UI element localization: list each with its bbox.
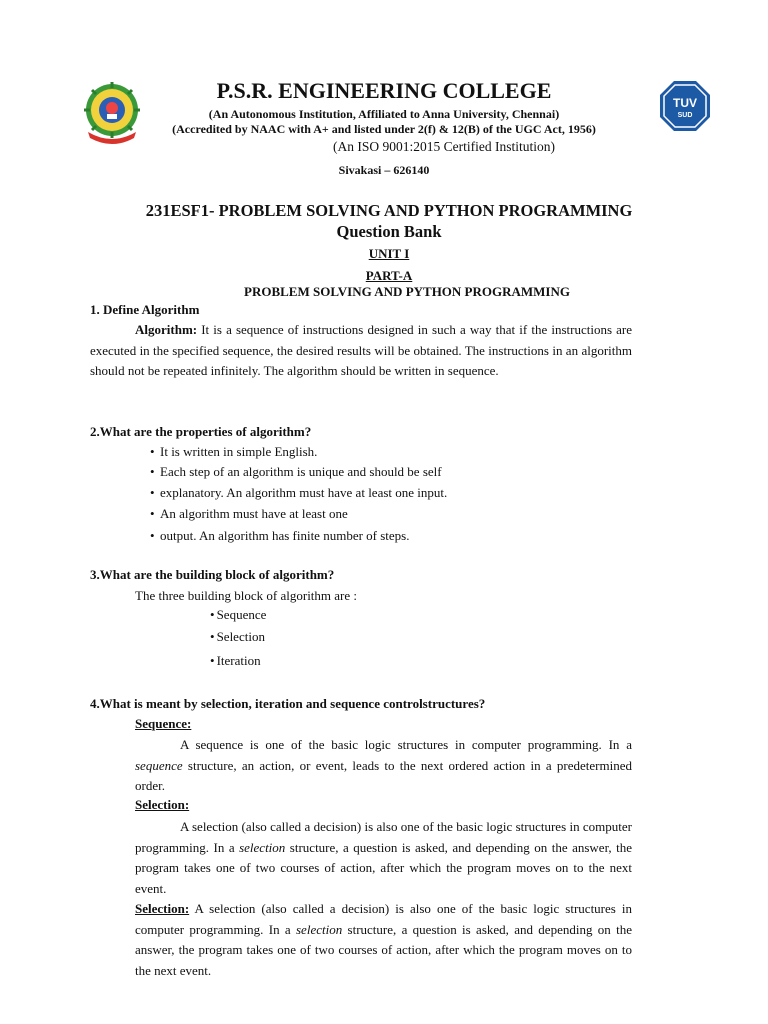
selection2-text-end: structure, a question is asked, and depending on the answer, the program takes one of two courses of action, after which the program moves on to the next event. bbox=[135, 921, 632, 978]
question-bank-title: Question Bank bbox=[336, 222, 442, 241]
sequence-text: A sequence is one of the basic logic structures in computer programming. In a bbox=[180, 737, 632, 752]
selection-text: A selection (also called a decision) is also one of the basic logic structures in computer programming. In a bbox=[135, 819, 632, 855]
affiliation-line: (An Autonomous Institution, Affiliated to Anna University, Chennai) bbox=[208, 107, 560, 121]
list-item bbox=[210, 607, 266, 623]
question-4: 4.What is meant by selection, iteration and sequence controlstructures? bbox=[90, 696, 486, 711]
question-1: 1. Define Algorithm bbox=[90, 302, 200, 317]
list-item: • output. An algorithm has finite number of steps. bbox=[160, 528, 410, 544]
iso-line: (An ISO 9001:2015 Certified Institution) bbox=[333, 139, 555, 154]
unit-heading: UNIT I bbox=[368, 246, 410, 261]
location-line: Sivakasi – 626140 bbox=[338, 163, 430, 177]
selection-description bbox=[135, 817, 632, 899]
list-item: • explanatory. An algorithm must have at least one input. bbox=[160, 485, 447, 501]
selection-text-end: structure, a question is asked, and depending on the answer, the program takes one of two courses of action, after which the program moves on to the next event. bbox=[135, 839, 632, 896]
selection-description-2 bbox=[135, 899, 632, 981]
list-item: • It is written in simple English. bbox=[160, 444, 317, 460]
sequence-description bbox=[135, 735, 632, 797]
list-item: • Each step of an algorithm is unique and should be self bbox=[160, 464, 442, 480]
answer-1 bbox=[90, 320, 632, 382]
selection-label-2: Selection: bbox=[135, 901, 190, 916]
part-heading: PART-A bbox=[365, 268, 413, 283]
question-2: 2.What are the properties of algorithm? bbox=[90, 424, 312, 439]
sequence-text-end: structure, an action, or event, leads to the next ordered action in a predetermined order. bbox=[135, 757, 632, 793]
sud-text: SUD bbox=[677, 112, 693, 119]
answer-1-text: It is a sequence of instructions designed in such a way that if the instructions are executed in the specified sequence, the desired results will be obtained. The instructions in an algorithm should not be repeated infinitely. The algorithm should be written in sequence. bbox=[90, 322, 632, 378]
building-block-intro: The three building block of algorithm are : bbox=[135, 588, 358, 603]
selection-label: Selection: bbox=[135, 797, 190, 812]
sequence-emphasis: sequence bbox=[135, 757, 183, 773]
list-item bbox=[210, 629, 265, 645]
algorithm-term: Algorithm: bbox=[135, 322, 198, 337]
college-name: P.S.R. ENGINEERING COLLEGE bbox=[216, 78, 552, 103]
tuv-text: TUV bbox=[673, 96, 697, 110]
course-title: 231ESF1- PROBLEM SOLVING AND PYTHON PROGRAMMING bbox=[145, 201, 633, 220]
list-item-label: Sequence bbox=[216, 607, 267, 622]
list-item: • An algorithm must have at least one bbox=[160, 506, 348, 522]
selection2-emphasis: selection bbox=[296, 921, 343, 937]
list-item-label: Iteration bbox=[216, 653, 261, 668]
sequence-label: Sequence: bbox=[135, 716, 192, 731]
selection-emphasis: selection bbox=[239, 839, 286, 855]
question-3: 3.What are the building block of algorithm? bbox=[90, 567, 335, 582]
list-item bbox=[210, 653, 261, 669]
selection2-text: A selection (also called a decision) is also one of the basic logic structures in computer programming. In a bbox=[135, 901, 632, 937]
list-item-label: Selection bbox=[216, 629, 265, 644]
part-subheading: PROBLEM SOLVING AND PYTHON PROGRAMMING bbox=[244, 284, 570, 299]
accreditation-line: (Accredited by NAAC with A+ and listed under 2(f) & 12(B) of the UGC Act, 1956) bbox=[172, 122, 596, 136]
